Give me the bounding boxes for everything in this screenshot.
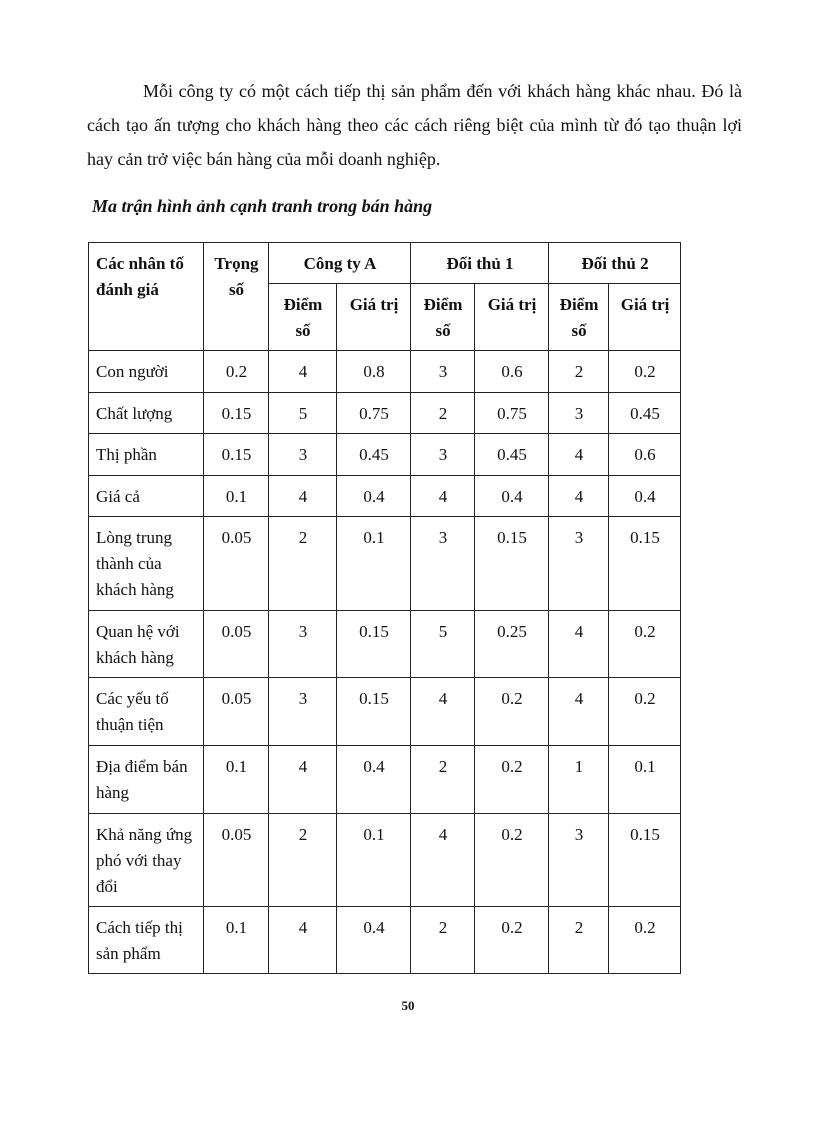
score-cell: 2	[411, 393, 475, 434]
score-cell: 1	[549, 746, 609, 814]
value-cell: 0.15	[609, 517, 681, 611]
factor-cell: Thị phần	[89, 434, 204, 476]
value-cell: 0.4	[337, 476, 411, 517]
value-cell: 0.25	[475, 611, 549, 678]
header-score: Điểm số	[549, 284, 609, 351]
value-cell: 0.2	[475, 814, 549, 907]
score-cell: 4	[269, 351, 337, 393]
table-row	[89, 746, 681, 814]
value-cell: 0.8	[337, 351, 411, 393]
weight-cell: 0.05	[204, 678, 269, 746]
factor-cell: Các yếu tố thuận tiện	[89, 678, 204, 746]
factor-cell: Cách tiếp thị sản phẩm	[89, 907, 204, 974]
value-cell: 0.1	[337, 814, 411, 907]
value-cell: 0.75	[337, 393, 411, 434]
weight-cell: 0.1	[204, 907, 269, 974]
score-cell: 4	[549, 476, 609, 517]
score-cell: 3	[411, 351, 475, 393]
value-cell: 0.2	[609, 907, 681, 974]
value-cell: 0.15	[609, 814, 681, 907]
factor-cell: Con người	[89, 351, 204, 393]
score-cell: 4	[411, 678, 475, 746]
weight-cell: 0.1	[204, 476, 269, 517]
header-score: Điểm số	[411, 284, 475, 351]
competitive-matrix-table	[88, 242, 681, 974]
weight-cell: 0.1	[204, 746, 269, 814]
score-cell: 3	[411, 517, 475, 611]
table-row	[89, 907, 681, 974]
score-cell: 3	[549, 517, 609, 611]
factor-cell: Địa điểm bán hàng	[89, 746, 204, 814]
weight-cell: 0.05	[204, 517, 269, 611]
value-cell: 0.75	[475, 393, 549, 434]
weight-cell: 0.05	[204, 611, 269, 678]
value-cell: 0.15	[337, 678, 411, 746]
value-cell: 0.1	[337, 517, 411, 611]
page-number: 50	[401, 998, 415, 1013]
score-cell: 2	[549, 907, 609, 974]
score-cell: 5	[269, 393, 337, 434]
header-group-competitor-1: Đối thủ 1	[411, 243, 549, 284]
table-row	[89, 517, 681, 611]
header-score: Điểm số	[269, 284, 337, 351]
table-row	[89, 814, 681, 907]
score-cell: 3	[549, 393, 609, 434]
score-cell: 2	[269, 517, 337, 611]
factor-cell: Khả năng ứng phó với thay đổi	[89, 814, 204, 907]
header-group-company-a: Công ty A	[269, 243, 411, 284]
value-cell: 0.45	[609, 393, 681, 434]
table-row	[89, 678, 681, 746]
header-value: Giá trị	[337, 284, 411, 351]
value-cell: 0.6	[475, 351, 549, 393]
table-header-row	[89, 243, 681, 284]
value-cell: 0.6	[609, 434, 681, 476]
value-cell: 0.4	[337, 907, 411, 974]
factor-cell: Chất lượng	[89, 393, 204, 434]
score-cell: 4	[269, 907, 337, 974]
factor-cell: Giá cả	[89, 476, 204, 517]
value-cell: 0.2	[609, 611, 681, 678]
score-cell: 3	[549, 814, 609, 907]
value-cell: 0.2	[609, 678, 681, 746]
score-cell: 4	[549, 611, 609, 678]
value-cell: 0.45	[475, 434, 549, 476]
value-cell: 0.1	[609, 746, 681, 814]
header-group-competitor-2: Đối thủ 2	[549, 243, 681, 284]
score-cell: 3	[269, 611, 337, 678]
factor-cell: Quan hệ với khách hàng	[89, 611, 204, 678]
value-cell: 0.2	[609, 351, 681, 393]
table-row	[89, 434, 681, 476]
weight-cell: 0.2	[204, 351, 269, 393]
header-factor: Các nhân tố đánh giá	[89, 243, 204, 351]
table-row	[89, 476, 681, 517]
score-cell: 4	[549, 678, 609, 746]
weight-cell: 0.15	[204, 434, 269, 476]
value-cell: 0.4	[609, 476, 681, 517]
value-cell: 0.2	[475, 907, 549, 974]
score-cell: 4	[269, 746, 337, 814]
body-paragraph: Mỗi công ty có một cách tiếp thị sản phẩm đến với khách hàng khác nhau. Đó là cách tạo ấn tượng cho khách hàng theo các cách riêng biệt của mình từ đó tạo thuận lợi hay cản trở việc bán hàng của mỗi doanh nghiệp.	[87, 81, 742, 169]
value-cell: 0.15	[337, 611, 411, 678]
score-cell: 5	[411, 611, 475, 678]
score-cell: 2	[411, 907, 475, 974]
score-cell: 3	[411, 434, 475, 476]
weight-cell: 0.15	[204, 393, 269, 434]
table-row	[89, 351, 681, 393]
weight-cell: 0.05	[204, 814, 269, 907]
value-cell: 0.15	[475, 517, 549, 611]
header-weight: Trọng số	[204, 243, 269, 351]
score-cell: 4	[411, 814, 475, 907]
score-cell: 3	[269, 678, 337, 746]
table-row	[89, 393, 681, 434]
value-cell: 0.2	[475, 746, 549, 814]
score-cell: 3	[269, 434, 337, 476]
header-value: Giá trị	[475, 284, 549, 351]
value-cell: 0.45	[337, 434, 411, 476]
factor-cell: Lòng trung thành của khách hàng	[89, 517, 204, 611]
value-cell: 0.4	[337, 746, 411, 814]
value-cell: 0.4	[475, 476, 549, 517]
header-value: Giá trị	[609, 284, 681, 351]
table-caption: Ma trận hình ảnh cạnh tranh trong bán hàng	[92, 196, 433, 216]
value-cell: 0.2	[475, 678, 549, 746]
score-cell: 4	[269, 476, 337, 517]
table-row	[89, 611, 681, 678]
score-cell: 2	[411, 746, 475, 814]
score-cell: 2	[269, 814, 337, 907]
score-cell: 4	[411, 476, 475, 517]
score-cell: 4	[549, 434, 609, 476]
score-cell: 2	[549, 351, 609, 393]
